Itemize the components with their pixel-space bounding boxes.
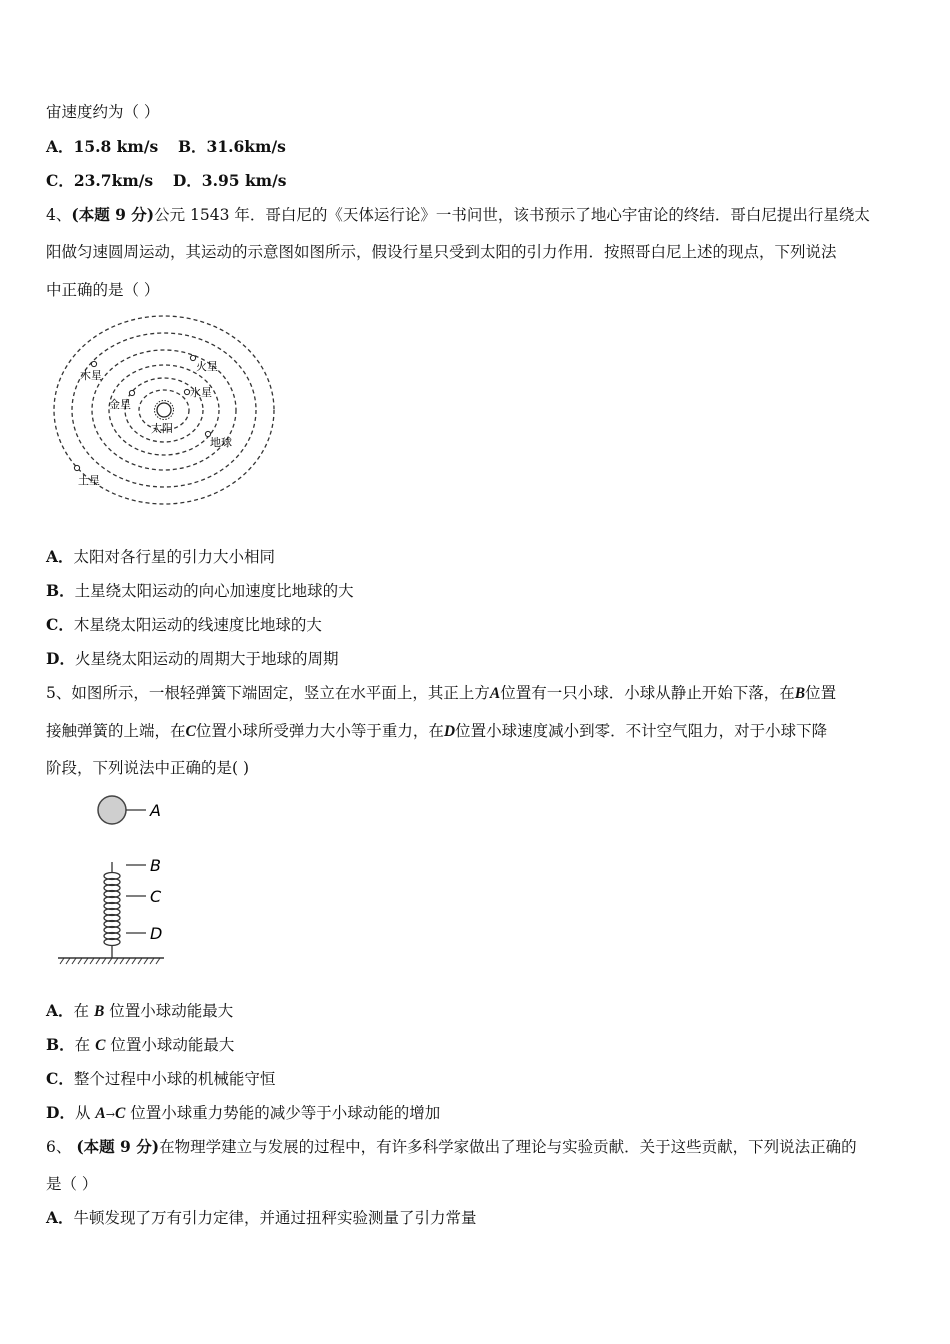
q5-line2-part-a: 接触弹簧的上端，在 bbox=[46, 722, 186, 740]
q3-options-row2 bbox=[46, 171, 286, 191]
q5-option-d-label: D． bbox=[46, 1103, 75, 1122]
q6-line-2 bbox=[46, 1174, 97, 1194]
ball-icon bbox=[98, 796, 126, 824]
q3-option-b-text: 31.6km/s bbox=[206, 137, 286, 156]
q5-line2-part-c: 位置小球速度减小到零．不计空气阻力，对于小球下降 bbox=[455, 722, 828, 740]
q5-option-b-post: 位置小球动能最大 bbox=[110, 1036, 235, 1054]
q4-option-a-text: 太阳对各行星的引力大小相同 bbox=[73, 548, 276, 566]
q4-option-c-label: C． bbox=[46, 615, 74, 634]
q6-number: 6、 bbox=[46, 1138, 72, 1156]
q5-option-b-pre: 在 bbox=[74, 1036, 91, 1054]
venus-dot-icon bbox=[129, 390, 134, 395]
q4-option-d-text: 火星绕太阳运动的周期大于地球的周期 bbox=[74, 650, 339, 668]
q4-line1-text: 公元 1543 年．哥白尼的《天体运行论》一书问世，该书预示了地心宇宙论的终结．哥白尼提出行星绕太 bbox=[154, 206, 870, 224]
q5-line1-part-a: 5、如图所示，一根轻弹簧下端固定，竖立在水平面上，其正上方 bbox=[46, 684, 490, 702]
q5-line2-var-d: D bbox=[443, 723, 456, 740]
q5-line2-var-c: C bbox=[185, 723, 196, 740]
q3-stem-tail bbox=[46, 102, 159, 122]
q4-option-c bbox=[46, 615, 322, 635]
q5-line-2 bbox=[46, 721, 827, 742]
q5-line-3 bbox=[46, 758, 249, 778]
q4-line-3 bbox=[46, 280, 159, 300]
sun-icon bbox=[155, 401, 174, 420]
q4-option-d-label: D． bbox=[46, 649, 75, 668]
q5-line1-part-b: 位置有一只小球．小球从静止开始下落，在 bbox=[500, 684, 795, 702]
q3-option-a-label: A． bbox=[46, 137, 74, 156]
ground-icon bbox=[58, 958, 164, 964]
label-sun: 太阳 bbox=[151, 422, 173, 435]
q5-line-1 bbox=[46, 683, 836, 704]
q4-option-a bbox=[46, 547, 275, 567]
q5-option-b-var: C bbox=[95, 1037, 106, 1054]
q3-options-row1 bbox=[46, 137, 286, 157]
q5-option-c-text: 整个过程中小球的机械能守恒 bbox=[73, 1070, 276, 1088]
q3-option-b-label: B． bbox=[177, 137, 207, 156]
solar-system-diagram bbox=[50, 312, 280, 512]
label-position-b: B bbox=[150, 856, 161, 875]
q4-option-c-text: 木星绕太阳运动的线速度比地球的大 bbox=[73, 616, 322, 634]
q4-line-1 bbox=[46, 205, 870, 225]
q4-score: (本题 9 分) bbox=[71, 205, 155, 224]
q6-option-a bbox=[46, 1208, 477, 1228]
q5-option-c bbox=[46, 1069, 275, 1089]
q5-option-c-label: C． bbox=[46, 1069, 74, 1088]
q5-line1-var-a: A bbox=[489, 685, 501, 702]
q5-option-d-pre: 从 bbox=[74, 1104, 91, 1122]
label-mars: 火星 bbox=[196, 360, 218, 373]
q3-stem-text: 宙速度约为（ ） bbox=[46, 103, 160, 121]
label-position-c: C bbox=[150, 887, 162, 906]
label-saturn: 土星 bbox=[78, 474, 100, 487]
q5-line1-part-c: 位置 bbox=[805, 684, 837, 702]
q6-option-a-label: A． bbox=[46, 1208, 74, 1227]
q5-option-b bbox=[46, 1035, 234, 1056]
q5-option-a-post: 位置小球动能最大 bbox=[109, 1002, 234, 1020]
q4-option-b bbox=[46, 581, 354, 601]
q4-line-2 bbox=[46, 242, 837, 262]
saturn-dot-icon bbox=[74, 465, 79, 470]
label-position-a: A bbox=[150, 801, 161, 820]
q6-line1-text: 在物理学建立与发展的过程中，有许多科学家做出了理论与实验贡献．关于这些贡献，下列说法正确的 bbox=[159, 1138, 857, 1156]
q3-option-c-text: 23.7km/s bbox=[73, 171, 154, 190]
spring-icon bbox=[104, 862, 120, 958]
q5-option-a-label: A． bbox=[46, 1001, 74, 1020]
q5-option-d-var-a: A bbox=[95, 1105, 106, 1122]
arrow-icon: → bbox=[105, 1108, 115, 1121]
mars-dot-icon bbox=[190, 355, 195, 360]
label-mercury: 水星 bbox=[190, 386, 212, 399]
q5-option-b-label: B． bbox=[46, 1035, 75, 1054]
q3-option-c-label: C． bbox=[46, 171, 74, 190]
q4-option-b-text: 土星绕太阳运动的向心加速度比地球的大 bbox=[74, 582, 354, 600]
q6-line-1 bbox=[46, 1137, 857, 1157]
q4-option-d bbox=[46, 649, 338, 669]
mercury-dot-icon bbox=[184, 389, 189, 394]
label-earth: 地球 bbox=[210, 436, 232, 449]
q4-line3-text: 中正确的是（ ） bbox=[46, 281, 160, 299]
q5-line2-part-b: 位置小球所受弹力大小等于重力，在 bbox=[195, 722, 444, 740]
q5-option-d-post: 位置小球重力势能的减少等于小球动能的增加 bbox=[130, 1104, 441, 1122]
q4-number: 4、 bbox=[46, 206, 72, 224]
spring-ball-diagram bbox=[52, 790, 182, 970]
label-jupiter: 木星 bbox=[80, 369, 102, 382]
q5-option-a-pre: 在 bbox=[73, 1002, 90, 1020]
jupiter-dot-icon bbox=[91, 361, 96, 366]
label-position-d: D bbox=[150, 924, 163, 943]
q5-option-d-var-c: C bbox=[114, 1105, 126, 1122]
q5-option-d bbox=[46, 1103, 440, 1125]
q3-option-a-text: 15.8 km/s bbox=[73, 137, 159, 156]
label-venus: 金星 bbox=[109, 398, 131, 411]
q3-option-d-label: D． bbox=[172, 171, 202, 190]
q5-option-a-var: B bbox=[93, 1003, 105, 1020]
q3-option-d-text: 3.95 km/s bbox=[201, 171, 287, 190]
q5-line1-var-b: B bbox=[794, 685, 806, 702]
q4-option-b-label: B． bbox=[46, 581, 75, 600]
q5-option-a bbox=[46, 1001, 233, 1022]
q6-line2-text: 是（ ） bbox=[46, 1175, 98, 1193]
q4-line2-text: 阳做匀速圆周运动，其运动的示意图如图所示，假设行星只受到太阳的引力作用．按照哥白尼上述的现点，下列说法 bbox=[46, 243, 837, 261]
q4-option-a-label: A． bbox=[46, 547, 74, 566]
q6-option-a-text: 牛顿发现了万有引力定律，并通过扭秤实验测量了引力常量 bbox=[73, 1209, 477, 1227]
q5-line3-text: 阶段，下列说法中正确的是( ) bbox=[46, 759, 250, 777]
q6-score: (本题 9 分) bbox=[76, 1137, 160, 1156]
